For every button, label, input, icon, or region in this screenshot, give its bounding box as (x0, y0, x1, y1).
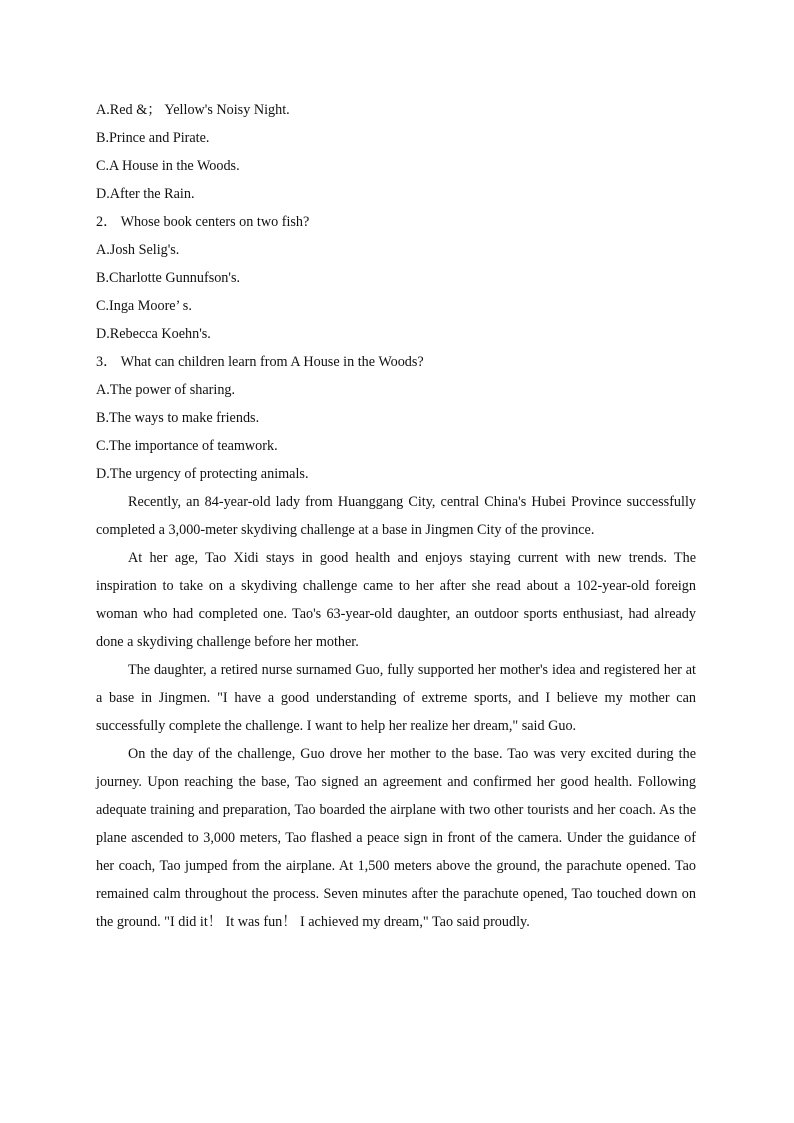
question-2-option-a: A.Josh Selig's. (96, 242, 180, 258)
question-1-option-a: A.Red &； Yellow's Noisy Night. (96, 102, 290, 118)
passage-paragraph-3: The daughter, a retired nurse surnamed Guo, fully supported her mother's idea and registered her at a base in Jingmen. "I have a good understanding of extreme sports, and I believe my mother can successfully complete the challenge. I want to help her realize her dream," said Guo. (96, 662, 696, 734)
document-body (96, 96, 696, 936)
question-3-option-c: C.The importance of teamwork. (96, 438, 278, 454)
question-2-option-c: C.Inga Moore’ s. (96, 298, 192, 314)
question-1-option-d: D.After the Rain. (96, 186, 195, 202)
question-3-option-b: B.The ways to make friends. (96, 410, 260, 426)
question-3-option-d: D.The urgency of protecting animals. (96, 466, 309, 482)
passage-paragraph-1: Recently, an 84-year-old lady from Huanggang City, central China's Hubei Province successfully completed a 3,000-meter skydiving challenge at a base in Jingmen City of the province. (96, 494, 696, 538)
question-2-option-d: D.Rebecca Koehn's. (96, 326, 211, 342)
passage-paragraph-4: On the day of the challenge, Guo drove her mother to the base. Tao was very excited during the journey. Upon reaching the base, Tao signed an agreement and confirmed her good health. Following adequate training and preparation, Tao boarded the airplane with two other tourists and her coach. As the plane ascended to 3,000 meters, Tao flashed a peace sign in front of the camera. Under the guidance of her coach, Tao jumped from the airplane. At 1,500 meters above the ground, the parachute opened. Tao remained calm throughout the process. Seven minutes after the parachute opened, Tao touched down on the ground. "I did it！ It was fun！ I achieved my dream," Tao said proudly. (96, 746, 696, 930)
question-2-stem: 2． Whose book centers on two fish? (96, 214, 310, 230)
question-3-stem: 3． What can children learn from A House in the Woods? (96, 354, 424, 370)
reading-passage (96, 488, 696, 936)
passage-paragraph-2: At her age, Tao Xidi stays in good health and enjoys staying current with new trends. The inspiration to take on a skydiving challenge came to her after she read about a 102-year-old foreign woman who had completed one. Tao's 63-year-old daughter, an outdoor sports enthusiast, had already done a skydiving challenge before her mother. (96, 550, 696, 650)
question-3-option-a: A.The power of sharing. (96, 382, 236, 398)
question-2 (96, 208, 696, 348)
question-2-option-b: B.Charlotte Gunnufson's. (96, 270, 241, 286)
question-1-option-c: C.A House in the Woods. (96, 158, 240, 174)
question-1-option-b: B.Prince and Pirate. (96, 130, 210, 146)
question-3 (96, 348, 696, 488)
question-1 (96, 96, 696, 208)
